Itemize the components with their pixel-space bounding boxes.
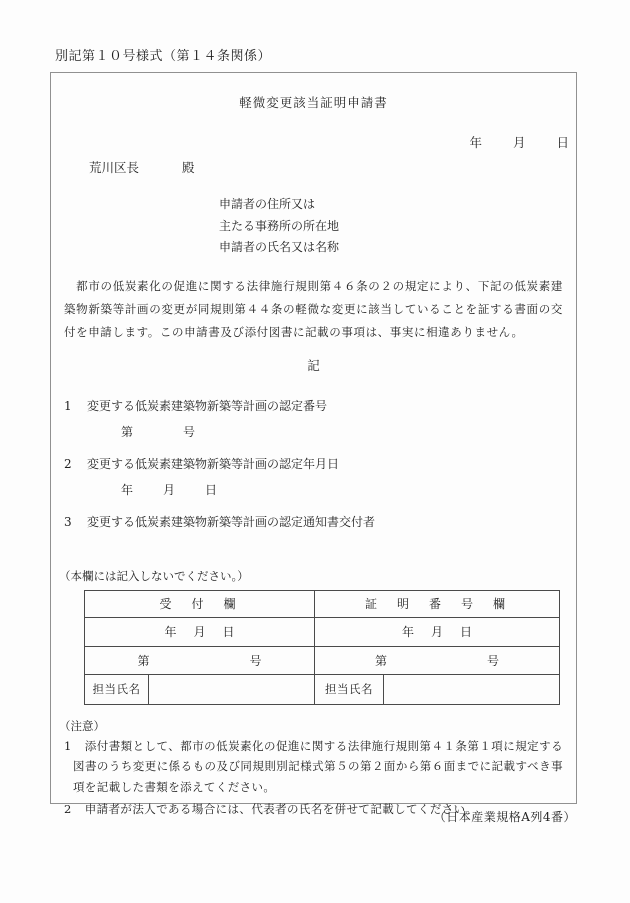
certificate-dai-label: 第 bbox=[375, 653, 388, 668]
certificate-day-label: 日 bbox=[460, 625, 473, 639]
table-staff-row bbox=[85, 674, 560, 704]
receipt-number-cell bbox=[85, 646, 315, 674]
list-item-1-label: 変更する低炭素建築物新築等計画の認定番号 bbox=[87, 398, 328, 413]
receipt-staff-name-input-cell bbox=[149, 674, 315, 704]
list-marker-ki: 記 bbox=[307, 357, 320, 373]
certificate-date-cell bbox=[315, 617, 560, 646]
list-item-2 bbox=[64, 455, 563, 472]
list-item-1 bbox=[64, 397, 563, 414]
note-item-1 bbox=[64, 736, 563, 798]
receipt-column-header: 受 付 欄 bbox=[85, 590, 315, 617]
table-header-row bbox=[85, 590, 560, 617]
note-2-text: 申請者が法人である場合には、代表者の氏名を併せて記載してください。 bbox=[84, 802, 478, 816]
receipt-staff-name-label: 担当氏名 bbox=[85, 674, 149, 704]
list-item-2-label: 変更する低炭素建築物新築等計画の認定年月日 bbox=[87, 456, 340, 471]
day-label: 日 bbox=[205, 482, 218, 497]
certificate-number-cell bbox=[315, 646, 560, 674]
date-month-label: 月 bbox=[512, 135, 526, 150]
list-item-1-number: 1 bbox=[64, 398, 72, 413]
receipt-month-label: 月 bbox=[193, 625, 206, 639]
receipt-day-label: 日 bbox=[222, 625, 235, 639]
applicant-block bbox=[219, 194, 563, 259]
office-use-table bbox=[84, 590, 560, 705]
addressee-line bbox=[64, 158, 563, 176]
list-item-2-number: 2 bbox=[64, 456, 72, 471]
paper-size-note: （日本産業規格A列4番） bbox=[433, 810, 576, 824]
list-item-2-date-field bbox=[121, 481, 563, 498]
certificate-number-column-header: 証 明 番 号 欄 bbox=[315, 590, 560, 617]
dai-label: 第 bbox=[121, 424, 134, 439]
note-1-number: 1 bbox=[64, 738, 72, 753]
note-2-number: 2 bbox=[64, 802, 72, 816]
certificate-staff-name-input-cell bbox=[384, 674, 560, 704]
table-date-row bbox=[85, 617, 560, 646]
form-code-label: 別記第１０号様式（第１４条関係） bbox=[55, 49, 272, 64]
form-border-box bbox=[50, 72, 577, 816]
receipt-date-cell bbox=[85, 617, 315, 646]
applicant-name-line: 申請者の氏名又は名称 bbox=[219, 240, 340, 254]
table-number-row bbox=[85, 646, 560, 674]
year-label: 年 bbox=[121, 482, 134, 497]
body-paragraph: 都市の低炭素化の促進に関する法律施行規則第４６条の２の規定により、下記の低炭素建築物新築等計画の変更が同規則第４４条の軽微な変更に該当していることを証する書面の交付を申請します。この申請書及び添付図書に記載の事項は、事実に相違ありません。 bbox=[64, 278, 563, 339]
go-label: 号 bbox=[183, 424, 196, 439]
certificate-month-label: 月 bbox=[431, 625, 444, 639]
document-title: 軽微変更該当証明申請書 bbox=[239, 95, 388, 110]
addressee-honorific: 殿 bbox=[182, 160, 195, 175]
list-item-3 bbox=[64, 513, 563, 530]
receipt-go-label: 号 bbox=[249, 653, 262, 668]
receipt-year-label: 年 bbox=[164, 625, 177, 639]
certificate-go-label: 号 bbox=[487, 653, 500, 668]
notes-heading: （注意） bbox=[59, 718, 105, 733]
date-year-label: 年 bbox=[469, 135, 482, 150]
date-day-label: 日 bbox=[556, 135, 569, 150]
month-label: 月 bbox=[163, 482, 176, 497]
receipt-dai-label: 第 bbox=[137, 653, 150, 668]
applicant-address-line-2: 主たる事務所の所在地 bbox=[219, 218, 340, 233]
list-item-3-label: 変更する低炭素建築物新築等計画の認定通知書交付者 bbox=[87, 514, 376, 529]
certificate-year-label: 年 bbox=[402, 625, 415, 639]
list-item-1-number-field bbox=[121, 423, 563, 440]
certificate-staff-name-label: 担当氏名 bbox=[315, 674, 384, 704]
list-item-3-number: 3 bbox=[64, 514, 72, 529]
note-1-text: 添付書類として、都市の低炭素化の促進に関する法律施行規則第４１条第１項に規定する図書のうち変更に係るもの及び同規則別記様式第５の第２面から第６面までに記載すべき事項を記載した書類を添えてください。 bbox=[73, 738, 563, 794]
addressee-name: 荒川区長 bbox=[89, 160, 140, 175]
applicant-address-line-1: 申請者の住所又は bbox=[219, 197, 316, 211]
office-table-note: （本欄には記入しないでください。） bbox=[59, 568, 249, 583]
date-line bbox=[64, 133, 569, 151]
